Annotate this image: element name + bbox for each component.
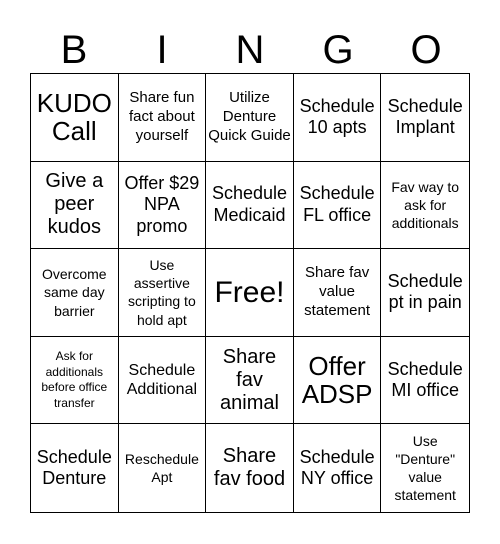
- header-letter-n: N: [235, 28, 265, 72]
- cell-text: Schedule Medicaid: [211, 183, 288, 225]
- cell-text: Utilize Denture Quick Guide: [208, 89, 291, 144]
- bingo-cell[interactable]: [119, 74, 207, 162]
- header-letter-b: B: [60, 28, 88, 72]
- cell-text: KUDO Call: [36, 87, 112, 147]
- bingo-cell[interactable]: [31, 162, 119, 250]
- bingo-cell[interactable]: [31, 74, 119, 162]
- bingo-cell[interactable]: [381, 162, 469, 250]
- cell-text: Share fav value statement: [304, 264, 371, 319]
- cell-text: Share fav food: [213, 445, 286, 491]
- bingo-cell[interactable]: [294, 424, 382, 512]
- bingo-cell[interactable]: [119, 162, 207, 250]
- header-letter-g: G: [322, 28, 354, 72]
- cell-text: Schedule Implant: [387, 95, 463, 138]
- free-space-cell[interactable]: [206, 249, 294, 337]
- cell-text: Schedule MI office: [387, 358, 463, 401]
- bingo-cell[interactable]: [31, 424, 119, 512]
- cell-text: Schedule Additional: [126, 361, 198, 399]
- header-letter-o: O: [410, 28, 442, 72]
- cell-text: Share fav animal: [220, 345, 279, 414]
- bingo-cell[interactable]: [381, 337, 469, 425]
- cell-text: Free!: [214, 275, 285, 309]
- cell-text: Ask for additionals before office transfer: [41, 348, 108, 410]
- bingo-grid: [30, 73, 470, 513]
- bingo-cell[interactable]: [294, 337, 382, 425]
- bingo-cell[interactable]: [119, 337, 207, 425]
- cell-text: Schedule Denture: [36, 446, 112, 489]
- cell-text: Schedule NY office: [299, 446, 375, 489]
- cell-text: Use assertive scripting to hold apt: [128, 257, 196, 328]
- cell-text: Fav way to ask for additionals: [391, 178, 460, 231]
- cell-text: Share fun fact about yourself: [128, 89, 195, 144]
- bingo-cell[interactable]: [206, 337, 294, 425]
- bingo-cell[interactable]: [31, 337, 119, 425]
- bingo-cell[interactable]: [206, 424, 294, 512]
- cell-text: Reschedule Apt: [124, 451, 199, 486]
- bingo-cell[interactable]: [381, 249, 469, 337]
- header-letter-i: I: [156, 28, 168, 72]
- cell-text: Overcome same day barrier: [42, 266, 107, 319]
- cell-text: Use "Denture" value statement: [394, 432, 456, 504]
- bingo-cell[interactable]: [206, 162, 294, 250]
- bingo-cell[interactable]: [294, 74, 382, 162]
- cell-text: Schedule 10 apts: [299, 95, 375, 138]
- bingo-cell[interactable]: [119, 249, 207, 337]
- bingo-cell[interactable]: [31, 249, 119, 337]
- bingo-cell[interactable]: [294, 162, 382, 250]
- cell-text: Offer ADSP: [301, 350, 373, 410]
- bingo-cell[interactable]: [294, 249, 382, 337]
- bingo-cell[interactable]: [381, 74, 469, 162]
- bingo-header: [30, 26, 470, 74]
- cell-text: Give a peer kudos: [45, 170, 104, 239]
- cell-text: Schedule FL office: [299, 183, 375, 225]
- cell-text: Schedule pt in pain: [387, 270, 463, 313]
- bingo-cell[interactable]: [381, 424, 469, 512]
- cell-text: Offer $29 NPA promo: [124, 172, 200, 236]
- bingo-cell[interactable]: [119, 424, 207, 512]
- bingo-cell[interactable]: [206, 74, 294, 162]
